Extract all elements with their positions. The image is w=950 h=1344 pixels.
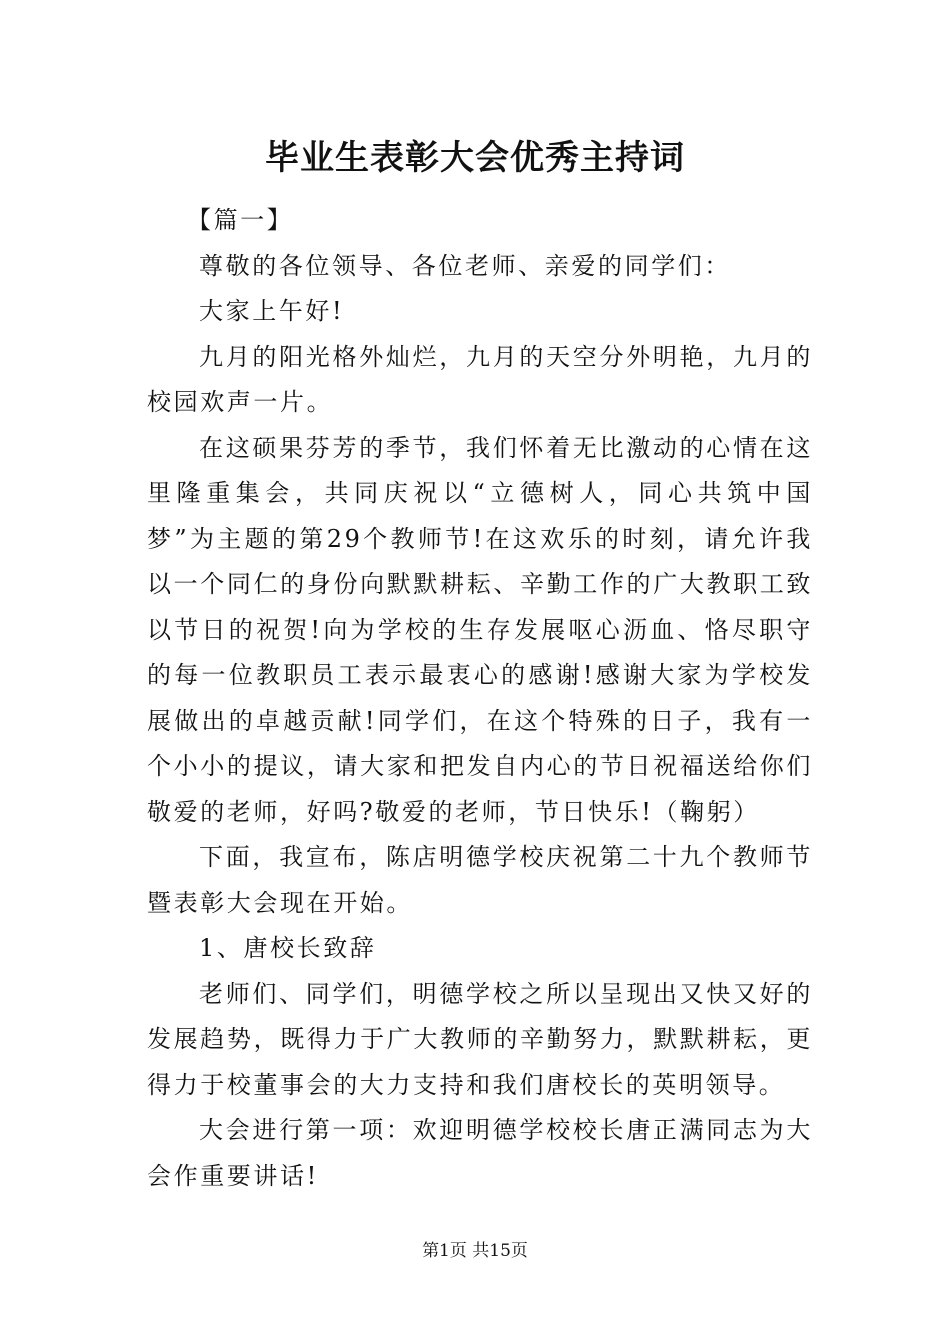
paragraph-september: 九月的阳光格外灿烂，九月的天空分外明艳，九月的校园欢声一片。 xyxy=(147,342,813,416)
paragraph-announcement: 下面，我宣布，陈店明德学校庆祝第二十九个教师节暨表彰大会现在开始。 xyxy=(147,843,813,917)
paragraph-principal-intro: 老师们、同学们，明德学校之所以呈现出又快又好的发展趋势，既得力于广大教师的辛勤努力，默默耕耘，更得力于校董事会的大力支持和我们唐校长的英明领导。 xyxy=(147,979,813,1099)
paragraph-greeting: 大家上午好! xyxy=(199,297,345,325)
paragraph-salutation: 尊敬的各位领导、各位老师、亲爱的同学们： xyxy=(199,251,731,280)
paragraph-first-item: 大会进行第一项：欢迎明德学校校长唐正满同志为大会作重要讲话! xyxy=(147,1116,813,1190)
page-number: 第1页 共15页 xyxy=(422,1241,528,1261)
document-title: 毕业生表彰大会优秀主持词 xyxy=(265,138,685,178)
paragraph-teachers-day: 在这硕果芬芳的季节，我们怀着无比激动的心情在这里隆重集会，共同庆祝以“立德树人，同心共筑中国梦”为主题的第29个教师节!在这欢乐的时刻，请允许我以一个同仁的身份向默默耕耘、辛勤工作的广大教职工致以节日的祝贺!向为学校的生存发展呕心沥血、恪尽职守的每一位教职员工表示最衷心的感谢!感谢大家为学校发展做出的卓越贡献!同学们，在这个特殊的日子，我有一个小小的提议，请大家和把发自内心的节日祝福送给你们敬爱的老师，好吗?敬爱的老师，节日快乐!（鞠躬） xyxy=(147,433,813,826)
section-heading: 【篇一】 xyxy=(187,206,294,234)
page-footer xyxy=(0,1239,950,1263)
paragraph-agenda-item: 1、唐校长致辞 xyxy=(199,934,377,962)
document-body xyxy=(147,198,813,1199)
